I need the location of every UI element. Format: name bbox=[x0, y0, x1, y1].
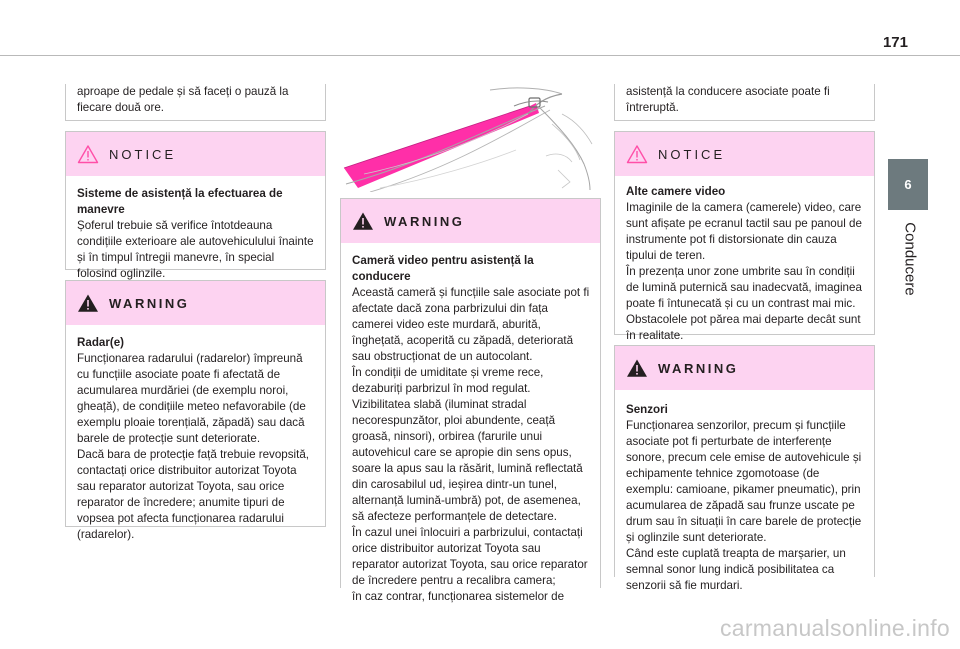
intro-text-col3: asistență la conducere asociate poate fi întreruptă. bbox=[614, 84, 875, 121]
windshield-camera-illustration bbox=[340, 84, 602, 192]
warning-body-2: Când este cuplată treapta de marșarier, un semnal sonor lung indică posibilitatea ca senzorii să fie murdari. bbox=[626, 547, 846, 592]
warning-title: WARNING bbox=[658, 360, 739, 376]
intro-text-col1: aproape de pedale și să faceți o pauză la fiecare două ore. bbox=[65, 84, 326, 121]
notice-title: NOTICE bbox=[109, 146, 177, 162]
page-number: 171 bbox=[882, 34, 908, 51]
warning-heading: Senzori bbox=[626, 403, 668, 416]
notice-body: Șoferul trebuie să verifice întotdeauna condițiile exterioare ale autovehiculului înainte și în timpul întregii manevre, în special folosind oglinzile. bbox=[77, 219, 314, 280]
notice-heading: Alte camere video bbox=[626, 185, 726, 198]
warning-triangle-icon bbox=[77, 293, 99, 313]
watermark: carmanualsonline.info bbox=[719, 615, 950, 641]
warning-title: WARNING bbox=[109, 295, 190, 311]
warning-body: Funcționarea radarului (radarelor) împreună cu funcțiile asociate poate fi afectată de acumularea murdăriei (de exemplu noroi, gheață), de condițiile meteo nefavorabile (de exemplu ploaie torențială, zăpadă) sau dacă barele de protecție sunt deteriorate. bbox=[77, 352, 306, 445]
warning-triangle-icon bbox=[626, 144, 648, 164]
notice-header bbox=[615, 132, 874, 176]
warning-header bbox=[341, 199, 600, 243]
warning-triangle-icon bbox=[352, 211, 374, 231]
warning-box-col2 bbox=[340, 198, 601, 603]
warning-body-2: Dacă bara de protecție față trebuie revopsită, contactați orice distribuitor autorizat Toyota sau reparator autorizat Toyota, sau orice reparator de încredere; anumite tipuri de vopsea pot afecta funcționarea radarului (radarelor). bbox=[77, 448, 310, 541]
header-divider bbox=[0, 55, 960, 56]
warning-heading: Cameră video pentru asistență la conducere bbox=[352, 254, 534, 283]
warning-title: WARNING bbox=[384, 213, 465, 229]
warning-body-2: În condiții de umiditate și vreme rece, dezaburiți parbrizul în mod regulat. bbox=[352, 366, 544, 395]
warning-body-5: în caz contrar, funcționarea sistemelor de bbox=[352, 590, 565, 603]
warning-triangle-icon bbox=[77, 144, 99, 164]
warning-heading: Radar(e) bbox=[77, 336, 125, 349]
warning-header bbox=[66, 281, 325, 325]
warning-header bbox=[615, 346, 874, 390]
warning-body: Această cameră și funcțiile sale asociate pot fi afectate dacă zona parbrizului din fața camerei video este murdară, aburită, înghețată, acoperită cu zăpadă, deteriorată sau obstrucționat de un autocolant. bbox=[352, 286, 590, 363]
notice-body-2: În prezența unor zone umbrite sau în condiții de lumină puternică sau inadecvată, imaginea poate fi întunecată și cu un contrast mai mic. bbox=[626, 265, 862, 310]
warning-body-4: În cazul unei înlocuiri a parbrizului, contactați orice distribuitor autorizat Toyota sau reparator autorizat Toyota, sau orice reparator de încredere pentru a recalibra camera; bbox=[352, 526, 588, 587]
warning-body: Funcționarea senzorilor, precum și funcțiile asociate pot fi perturbate de interferențe sonore, precum cele emise de autovehicule și echipamente tehnice zgomotoase (de exemplu: camioane, pikamer pneumatic), prin acumularea de zăpadă sau frunze uscate pe drum sau în situații în care barele de protecție și oglinzile sunt deteriorate. bbox=[626, 419, 862, 544]
warning-box-col3 bbox=[614, 345, 875, 592]
chapter-tab[interactable]: 6 bbox=[888, 159, 928, 210]
warning-body-3: Vizibilitatea slabă (iluminat stradal necorespunzător, ploi abundente, ceață groasă, ninsori), orbirea (farurile unui autovehicul care se apropie din sens opus, soare la apus sau la răsărit, lumină reflectată din carosabilul ud, ieșirea dintr-un tunel, alternanță lumină-umbră) pot, de asemenea, să afecteze performanțele de detectare. bbox=[352, 398, 583, 523]
notice-box-col3 bbox=[614, 131, 875, 342]
notice-box-col1 bbox=[65, 131, 326, 280]
chapter-label: Conducere bbox=[901, 222, 919, 296]
notice-header bbox=[66, 132, 325, 176]
camera-field-of-view bbox=[344, 103, 539, 188]
notice-heading: Sisteme de asistență la efectuarea de manevre bbox=[77, 187, 283, 216]
notice-body: Imaginile de la camera (camerele) video, care sunt afișate pe ecranul tactil sau pe panoul de instrumente pot fi distorsionate din cauza tipului de teren. bbox=[626, 201, 862, 262]
warning-triangle-icon bbox=[626, 358, 648, 378]
notice-title: NOTICE bbox=[658, 146, 726, 162]
notice-body-3: Obstacolele pot părea mai departe decât sunt în realitate. bbox=[626, 313, 861, 342]
warning-box-col1 bbox=[65, 280, 326, 541]
